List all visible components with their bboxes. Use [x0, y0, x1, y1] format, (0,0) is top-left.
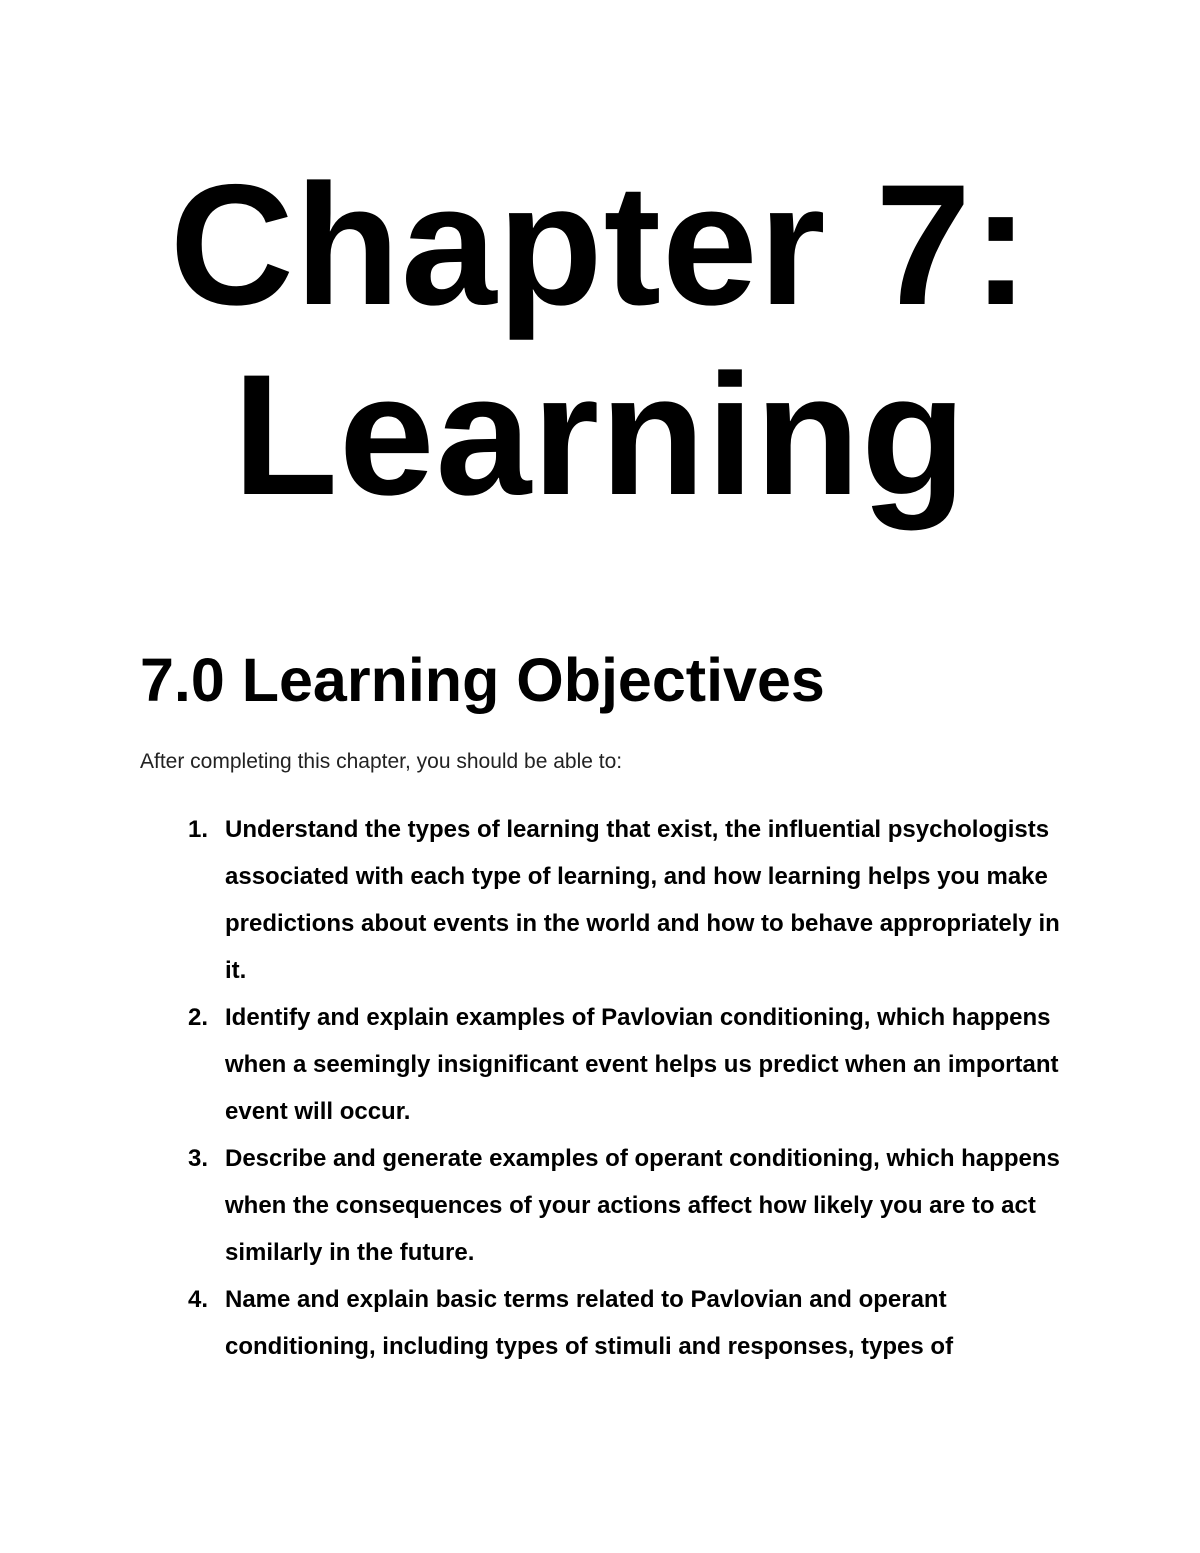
objective-item-1 [140, 806, 1070, 994]
chapter-title-line2: Learning [232, 339, 968, 531]
objective-number: 3. [188, 1145, 209, 1172]
objective-number: 2. [188, 1004, 209, 1031]
section-heading: 7.0 Learning Objectives [140, 646, 825, 714]
objective-number: 4. [188, 1286, 209, 1313]
objective-text: Describe and generate examples of operant conditioning, which happens when the consequences of your actions affect how likely you are to act similarly in the future. [225, 1145, 1060, 1266]
intro-text: After completing this chapter, you should be able to: [140, 750, 623, 773]
objective-item-3 [140, 1135, 1070, 1276]
objective-text: Name and explain basic terms related to Pavlovian and operant conditioning, including types of stimuli and responses, types of [225, 1286, 954, 1360]
chapter-title-line1: Chapter 7: [169, 149, 1031, 341]
objective-number: 1. [188, 816, 209, 843]
objective-item-2 [140, 994, 1070, 1135]
objective-item-4 [140, 1276, 1070, 1370]
objective-text: Understand the types of learning that exist, the influential psychologists associated with each type of learning, and how learning helps you make predictions about events in the world and how to behave appropriately in it. [225, 816, 1060, 984]
chapter-title [0, 150, 1200, 530]
objective-text: Identify and explain examples of Pavlovian conditioning, which happens when a seemingly insignificant event helps us predict when an important event will occur. [225, 1004, 1059, 1125]
objectives-list [140, 806, 1070, 1370]
